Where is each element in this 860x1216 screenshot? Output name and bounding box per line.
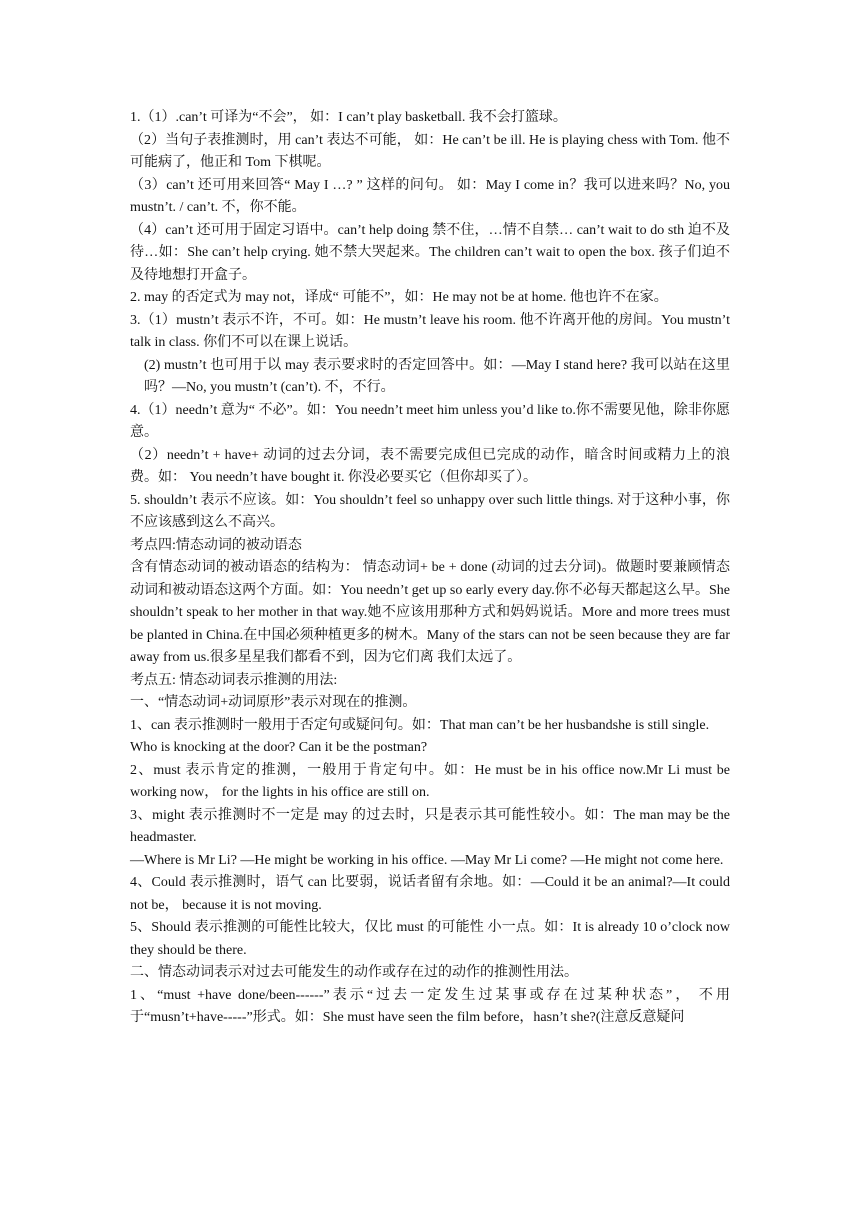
subsection-heading: 二、情态动词表示对过去可能发生的动作或存在过的动作的推测性用法。 <box>130 965 578 980</box>
document-body <box>130 107 730 1030</box>
paragraph: 5、Should 表示推测的可能性比较大，仅比 must 的可能性 小一点。如：It is already 10 o’clock now they should be there. <box>130 920 730 958</box>
paragraph: 1.（1）.can’t 可译为“不会”， 如：I can’t play basketball. 我不会打篮球。 <box>130 110 567 125</box>
paragraph: （3）can’t 还可用来回答“ May I …? ” 这样的问句。 如：May I come in？我可以进来吗？No, you mustn’t. / can’t. 不，你不能。 <box>130 177 730 215</box>
paragraph: 3、might 表示推测时不一定是 may 的过去时，只是表示其可能性较小。如：The man may be the headmaster. <box>130 807 730 845</box>
paragraph: 1、“must +have done/been------”表示“过去一定发生过某事或存在过某种状态”， 不用于“musn’t+have-----”形式。如：She must have seen the film before，hasn’t she?(注意反意疑问 <box>130 987 730 1025</box>
paragraph: —Where is Mr Li? —He might be working in his office. —May Mr Li come? —He might not come here. <box>130 852 724 868</box>
section-heading: 考点四:情态动词的被动语态 <box>130 537 302 553</box>
paragraph: 4、Could 表示推测时，语气 can 比要弱，说话者留有余地。如：—Could it be an animal?—It could not be， because it is not moving. <box>130 875 730 913</box>
paragraph: （2）当句子表推测时，用 can’t 表达不可能， 如：He can’t be ill. He is playing chess with Tom. 他不可能病了，他正和 Tom 下棋呢。 <box>130 132 730 170</box>
subsection-heading: 一、“情态动词+动词原形”表示对现在的推测。 <box>130 695 417 710</box>
paragraph: 2. may 的否定式为 may not，译成“ 可能不”，如：He may not be at home. 他也许不在家。 <box>130 290 668 305</box>
paragraph: Who is knocking at the door? Can it be the postman? <box>130 740 428 755</box>
paragraph: 1、can 表示推测时一般用于否定句或疑问句。如：That man can’t be her husbandshe is still single. <box>130 717 710 733</box>
paragraph: 2、must 表示肯定的推测，一般用于肯定句中。如：He must be in his office now.Mr Li must be working now， for the lights in his office are still on. <box>130 762 730 800</box>
paragraph: （2）needn’t + have+ 动词的过去分词，表不需要完成但已完成的动作，暗含时间或精力上的浪费。如： You needn’t have bought it. 你没必要买它（但你却买了）。 <box>130 447 730 485</box>
paragraph: （4）can’t 还可用于固定习语中。can’t help doing 禁不住，…情不自禁… can’t wait to do sth 迫不及待…如：She can’t help crying. 她不禁大哭起来。The children can’t wait to open the box. 孩子们迫不及待地想打开盒子。 <box>130 222 730 283</box>
section-heading: 考点五: 情态动词表示推测的用法: <box>130 672 338 688</box>
paragraph: (2) mustn’t 也可用于以 may 表示要求时的否定回答中。如：—May I stand here? 我可以站在这里吗？—No, you mustn’t (can’t). 不，不行。 <box>144 357 730 395</box>
paragraph: 4.（1）needn’t 意为“ 不必”。如：You needn’t meet him unless you’d like to.你不需要见他，除非你愿意。 <box>130 402 730 440</box>
paragraph: 5. shouldn’t 表示不应该。如：You shouldn’t feel so unhappy over such little things. 对于这种小事，你不应该感到这么不高兴。 <box>130 492 730 530</box>
paragraph: 3.（1）mustn’t 表示不许，不可。如：He mustn’t leave his room. 他不许离开他的房间。You mustn’t talk in class. 你们不可以在课上说话。 <box>130 312 730 350</box>
paragraph: 含有情态动词的被动语态的结构为： 情态动词+ be + done (动词的过去分词)。做题时要兼顾情态动词和被动语态这两个方面。如：You needn’t get up so early every day.你不必每天都起这么早。She shouldn’t speak to her mother in that way.她不应该用那种方式和妈妈说话。More and more trees must be planted in China.在中国必须种植更多的树木。Many of the stars can not be seen because they are far away from us.很多星星我们都看不到，因为它们离 我们太远了。 <box>130 560 730 665</box>
